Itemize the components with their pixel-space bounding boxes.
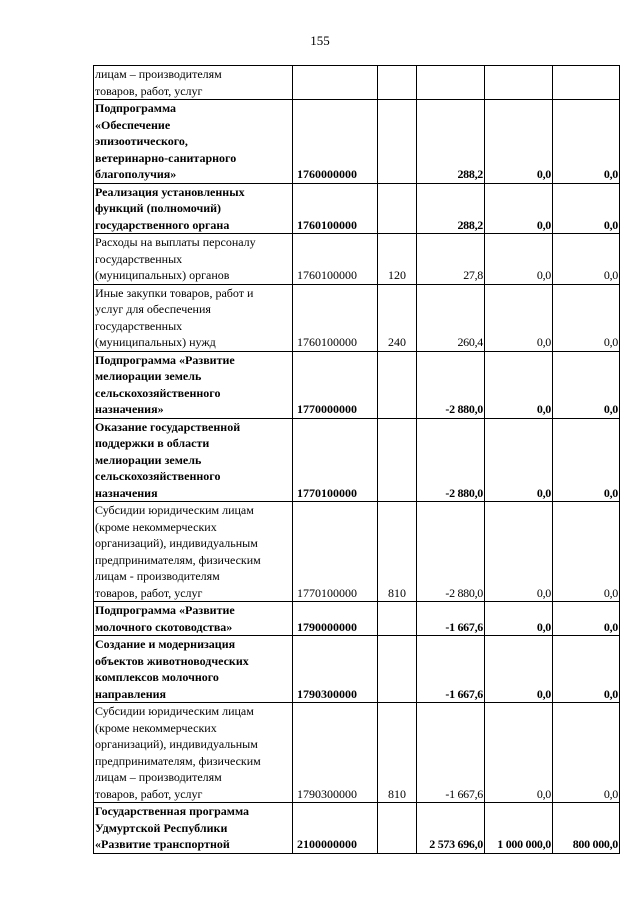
row-name-line: назначения (95, 485, 158, 500)
table-row (94, 234, 620, 285)
row-name-cell (94, 636, 293, 703)
budget-table-body (94, 66, 620, 854)
row-name-line: Субсидии юридическим лицам (95, 503, 254, 517)
expense-type-cell (378, 183, 417, 234)
row-name-line: «Развитие транспортной (95, 837, 230, 851)
amount-2020-cell: 0,0 (485, 284, 553, 351)
row-name-line: государственного органа (95, 217, 230, 232)
row-name-line: Иные закупки товаров, работ и (95, 285, 254, 300)
row-name-line: организаций), индивидуальным (95, 536, 258, 550)
row-name-line: Расходы на выплаты персоналу (95, 235, 256, 249)
table-row (94, 418, 620, 502)
target-article-code-cell: 1790300000 (293, 703, 378, 803)
table-row (94, 66, 620, 100)
row-name-line: организаций), индивидуальным (95, 737, 258, 751)
expense-type-cell (378, 100, 417, 184)
amount-2021-cell: 800 000,0 (553, 803, 620, 854)
target-article-code-cell: 1770100000 (293, 502, 378, 602)
row-name-line: Подпрограмма «Развитие (95, 352, 235, 367)
amount-2021-cell: 0,0 (553, 183, 620, 234)
row-name-cell (94, 502, 293, 602)
amount-2021-cell: 0,0 (553, 502, 620, 602)
row-name-line: эпизоотического, (95, 134, 188, 148)
row-name-cell (94, 284, 293, 351)
row-name-line: функций (полномочий) (95, 201, 222, 215)
amount-2019-cell: -2 880,0 (417, 351, 485, 418)
amount-2020-cell: 1 000 000,0 (485, 803, 553, 854)
row-name-line: Субсидии юридическим лицам (95, 704, 254, 718)
row-name-line: (кроме некоммерческих (95, 720, 217, 735)
row-name-line: предпринимателям, физическим (95, 753, 261, 768)
row-name-line: мелиорации земель (95, 452, 202, 467)
amount-2021-cell (553, 66, 620, 100)
row-name-line: сельскохозяйственного (95, 385, 221, 400)
amount-2019-cell: 2 573 696,0 (417, 803, 485, 854)
target-article-code-cell: 1760100000 (293, 183, 378, 234)
table-row (94, 351, 620, 418)
row-name-line: предпринимателям, физическим (95, 552, 261, 567)
row-name-line: благополучия» (95, 167, 177, 181)
amount-2019-cell: 260,4 (417, 284, 485, 351)
expense-type-cell: 120 (378, 234, 417, 285)
row-name-line: лицам – производителям (95, 67, 222, 81)
row-name-line: объектов животноводческих (95, 653, 249, 668)
row-name-line: Подпрограмма (95, 101, 177, 115)
amount-2020-cell: 0,0 (485, 703, 553, 803)
row-name-cell (94, 100, 293, 184)
row-name-line: назначения» (95, 402, 164, 416)
row-name-line: ветеринарно-санитарного (95, 150, 237, 165)
row-name-line: поддержки в области (95, 436, 210, 450)
row-name-cell (94, 351, 293, 418)
amount-2020-cell: 0,0 (485, 183, 553, 234)
amount-2019-cell: 27,8 (417, 234, 485, 285)
table-row (94, 803, 620, 854)
expense-type-cell: 810 (378, 502, 417, 602)
row-name-line: услуг для обеспечения (95, 302, 211, 316)
amount-2020-cell: 0,0 (485, 418, 553, 502)
row-name-cell (94, 803, 293, 854)
page-number: 155 (310, 33, 330, 48)
amount-2020-cell: 0,0 (485, 636, 553, 703)
table-row (94, 502, 620, 602)
row-name-line: товаров, работ, услуг (95, 786, 203, 801)
row-name-line: Оказание государственной (95, 419, 241, 434)
amount-2020-cell: 0,0 (485, 351, 553, 418)
target-article-code-cell: 1760100000 (293, 234, 378, 285)
amount-2019-cell: -1 667,6 (417, 602, 485, 636)
row-name-line: Создание и модернизация (95, 637, 236, 651)
row-name-line: Государственная программа (95, 804, 250, 818)
row-name-line: Реализация установленных (95, 184, 245, 199)
row-name-cell (94, 602, 293, 636)
row-name-line: молочного скотоводства» (95, 619, 233, 634)
row-name-cell (94, 183, 293, 234)
row-name-line: лицам - производителям (95, 569, 220, 583)
expense-type-cell (378, 602, 417, 636)
target-article-code-cell: 1770100000 (293, 418, 378, 502)
amount-2020-cell: 0,0 (485, 234, 553, 285)
row-name-line: товаров, работ, услуг (95, 585, 203, 600)
row-name-line: (муниципальных) нужд (95, 335, 216, 349)
target-article-code-cell: 1790000000 (293, 602, 378, 636)
amount-2019-cell: -1 667,6 (417, 703, 485, 803)
amount-2020-cell: 0,0 (485, 100, 553, 184)
expense-type-cell (378, 418, 417, 502)
target-article-code-cell: 1760000000 (293, 100, 378, 184)
amount-2021-cell: 0,0 (553, 100, 620, 184)
target-article-code-cell: 1760100000 (293, 284, 378, 351)
expense-type-cell: 810 (378, 703, 417, 803)
row-name-line: комплексов молочного (95, 670, 219, 684)
row-name-cell (94, 66, 293, 100)
row-name-cell (94, 234, 293, 285)
row-name-line: мелиорации земель (95, 369, 202, 383)
amount-2020-cell (485, 66, 553, 100)
target-article-code-cell (293, 66, 378, 100)
table-row (94, 284, 620, 351)
row-name-line: Удмуртской Республики (95, 820, 228, 835)
target-article-code-cell: 2100000000 (293, 803, 378, 854)
row-name-line: (муниципальных) органов (95, 268, 230, 282)
expense-type-cell (378, 803, 417, 854)
amount-2021-cell: 0,0 (553, 234, 620, 285)
row-name-line: государственных (95, 318, 183, 333)
expense-type-cell: 240 (378, 284, 417, 351)
table-row (94, 100, 620, 184)
amount-2019-cell: -1 667,6 (417, 636, 485, 703)
target-article-code-cell: 1770000000 (293, 351, 378, 418)
budget-table (93, 65, 620, 854)
row-name-line: лицам – производителям (95, 770, 222, 784)
target-article-code-cell: 1790300000 (293, 636, 378, 703)
expense-type-cell (378, 66, 417, 100)
row-name-line: товаров, работ, услуг (95, 83, 203, 98)
table-row (94, 183, 620, 234)
amount-2019-cell: 288,2 (417, 183, 485, 234)
amount-2019-cell: 288,2 (417, 100, 485, 184)
table-row (94, 703, 620, 803)
row-name-line: «Обеспечение (95, 117, 171, 132)
row-name-line: государственных (95, 251, 183, 266)
amount-2021-cell: 0,0 (553, 418, 620, 502)
table-row (94, 636, 620, 703)
amount-2021-cell: 0,0 (553, 351, 620, 418)
row-name-cell (94, 703, 293, 803)
amount-2019-cell: -2 880,0 (417, 502, 485, 602)
row-name-cell (94, 418, 293, 502)
amount-2021-cell: 0,0 (553, 703, 620, 803)
amount-2019-cell: -2 880,0 (417, 418, 485, 502)
table-row (94, 602, 620, 636)
row-name-line: (кроме некоммерческих (95, 519, 217, 534)
expense-type-cell (378, 351, 417, 418)
row-name-line: сельскохозяйственного (95, 469, 221, 483)
amount-2021-cell: 0,0 (553, 284, 620, 351)
row-name-line: направления (95, 686, 167, 701)
amount-2021-cell: 0,0 (553, 636, 620, 703)
expense-type-cell (378, 636, 417, 703)
amount-2020-cell: 0,0 (485, 602, 553, 636)
row-name-line: Подпрограмма «Развитие (95, 603, 235, 617)
amount-2021-cell: 0,0 (553, 602, 620, 636)
amount-2020-cell: 0,0 (485, 502, 553, 602)
amount-2019-cell (417, 66, 485, 100)
